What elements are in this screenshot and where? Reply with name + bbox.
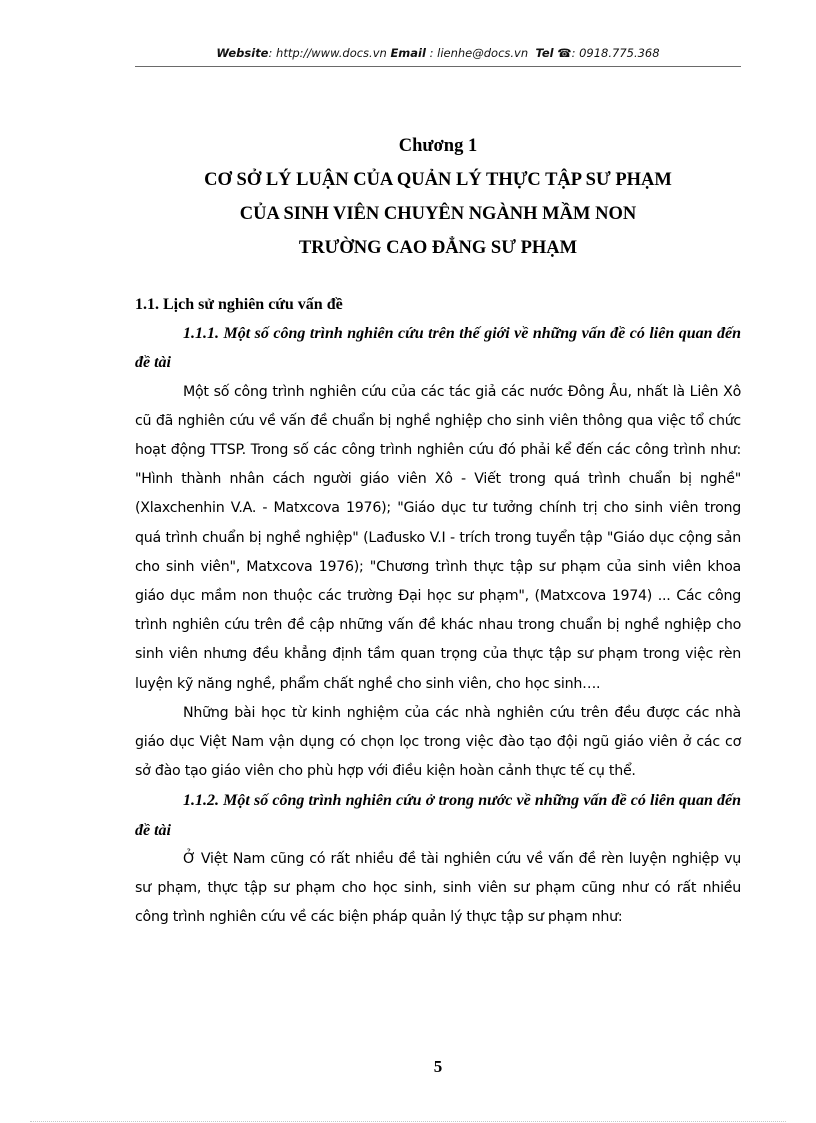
page-bottom-edge <box>30 1121 786 1122</box>
chapter-title-line-3: TRƯỜNG CAO ĐẲNG SƯ PHẠM <box>298 238 578 258</box>
paragraph-2: Những bài học từ kinh nghiệm của các nhà nghiên cứu trên đều được các nhà giáo dục Việt Nam vận dụng có chọn lọc trong việc đào tạo đội ngũ giáo viên ở các cơ sở đào tạo giáo viên cho phù hợp với điều kiện hoàn cảnh thực tế cụ thể. <box>135 704 741 780</box>
tel-label: Tel <box>535 46 554 60</box>
phone-icon: ☎ <box>557 46 572 60</box>
page-header <box>135 46 741 60</box>
paragraph-3: Ở Việt Nam cũng có rất nhiều đề tài nghiên cứu về vấn đề rèn luyện nghiệp vụ sư phạm, thực tập sư phạm cho học sinh, sinh viên sư phạm cũng như có rất nhiều công trình nghiên cứu về các biện pháp quản lý thực tập sư phạm như: <box>135 850 741 926</box>
phone-number: : 0918.775.368 <box>571 46 660 60</box>
chapter-heading <box>135 132 741 268</box>
email-label: Email <box>390 46 426 60</box>
chapter-title-line-1: CƠ SỞ LÝ LUẬN CỦA QUẢN LÝ THỰC TẬP SƯ PHẠM <box>204 170 672 190</box>
paragraph-1: Một số công trình nghiên cứu của các tác giả các nước Đông Âu, nhất là Liên Xô cũ đã nghiên cứu về vấn đề chuẩn bị nghề nghiệp cho sinh viên thông qua việc tổ chức hoạt động TTSP. Trong số các công trình nghiên cứu đó phải kể đến các công trình như: "Hình thành nhân cách người giáo viên Xô - Viết trong quá trình chuẩn bị nghề" (Xlaxchenhin V.A. - Matxcova 1976); "Giáo dục tư tưởng chính trị cho sinh viên trong quá trình chuẩn bị nghề nghiệp" (Lađusko V.I - trích trong tuyển tập "Giáo dục cộng sản cho sinh viên", Matxcova 1976); "Chương trình thực tập sư phạm của sinh viên khoa giáo dục mầm non thuộc các trường Đại học sư phạm", (Matxcova 1974) ... Các công trình nghiên cứu trên đề cập những vấn đề khác nhau trong chuẩn bị nghề nghiệp cho sinh viên nhưng đều khẳng định tầm quan trọng của thực tập sư phạm trong việc rèn luyện kỹ năng nghề, phẩm chất nghề cho sinh viên, cho học sinh…. <box>135 383 741 692</box>
page-number: 5 <box>433 1057 443 1076</box>
email-address: : lienhe@docs.vn <box>429 46 529 60</box>
subsection-heading-1-1-1: 1.1.1. Một số công trình nghiên cứu trên thế giới về những vấn đề có liên quan đến đề tài <box>135 325 741 372</box>
chapter-title-line-2: CỦA SINH VIÊN CHUYÊN NGÀNH MẦM NON <box>239 204 637 224</box>
website-label: Website <box>216 46 269 60</box>
subsection-heading-1-1-2: 1.1.2. Một số công trình nghiên cứu ở trong nước về những vấn đề có liên quan đến đề tài <box>135 792 741 839</box>
document-body <box>135 290 741 932</box>
website-url: : http://www.docs.vn <box>268 46 387 60</box>
section-heading-1-1: 1.1. Lịch sử nghiên cứu vấn đề <box>135 296 343 313</box>
chapter-number: Chương 1 <box>398 136 478 156</box>
header-divider <box>135 66 741 67</box>
